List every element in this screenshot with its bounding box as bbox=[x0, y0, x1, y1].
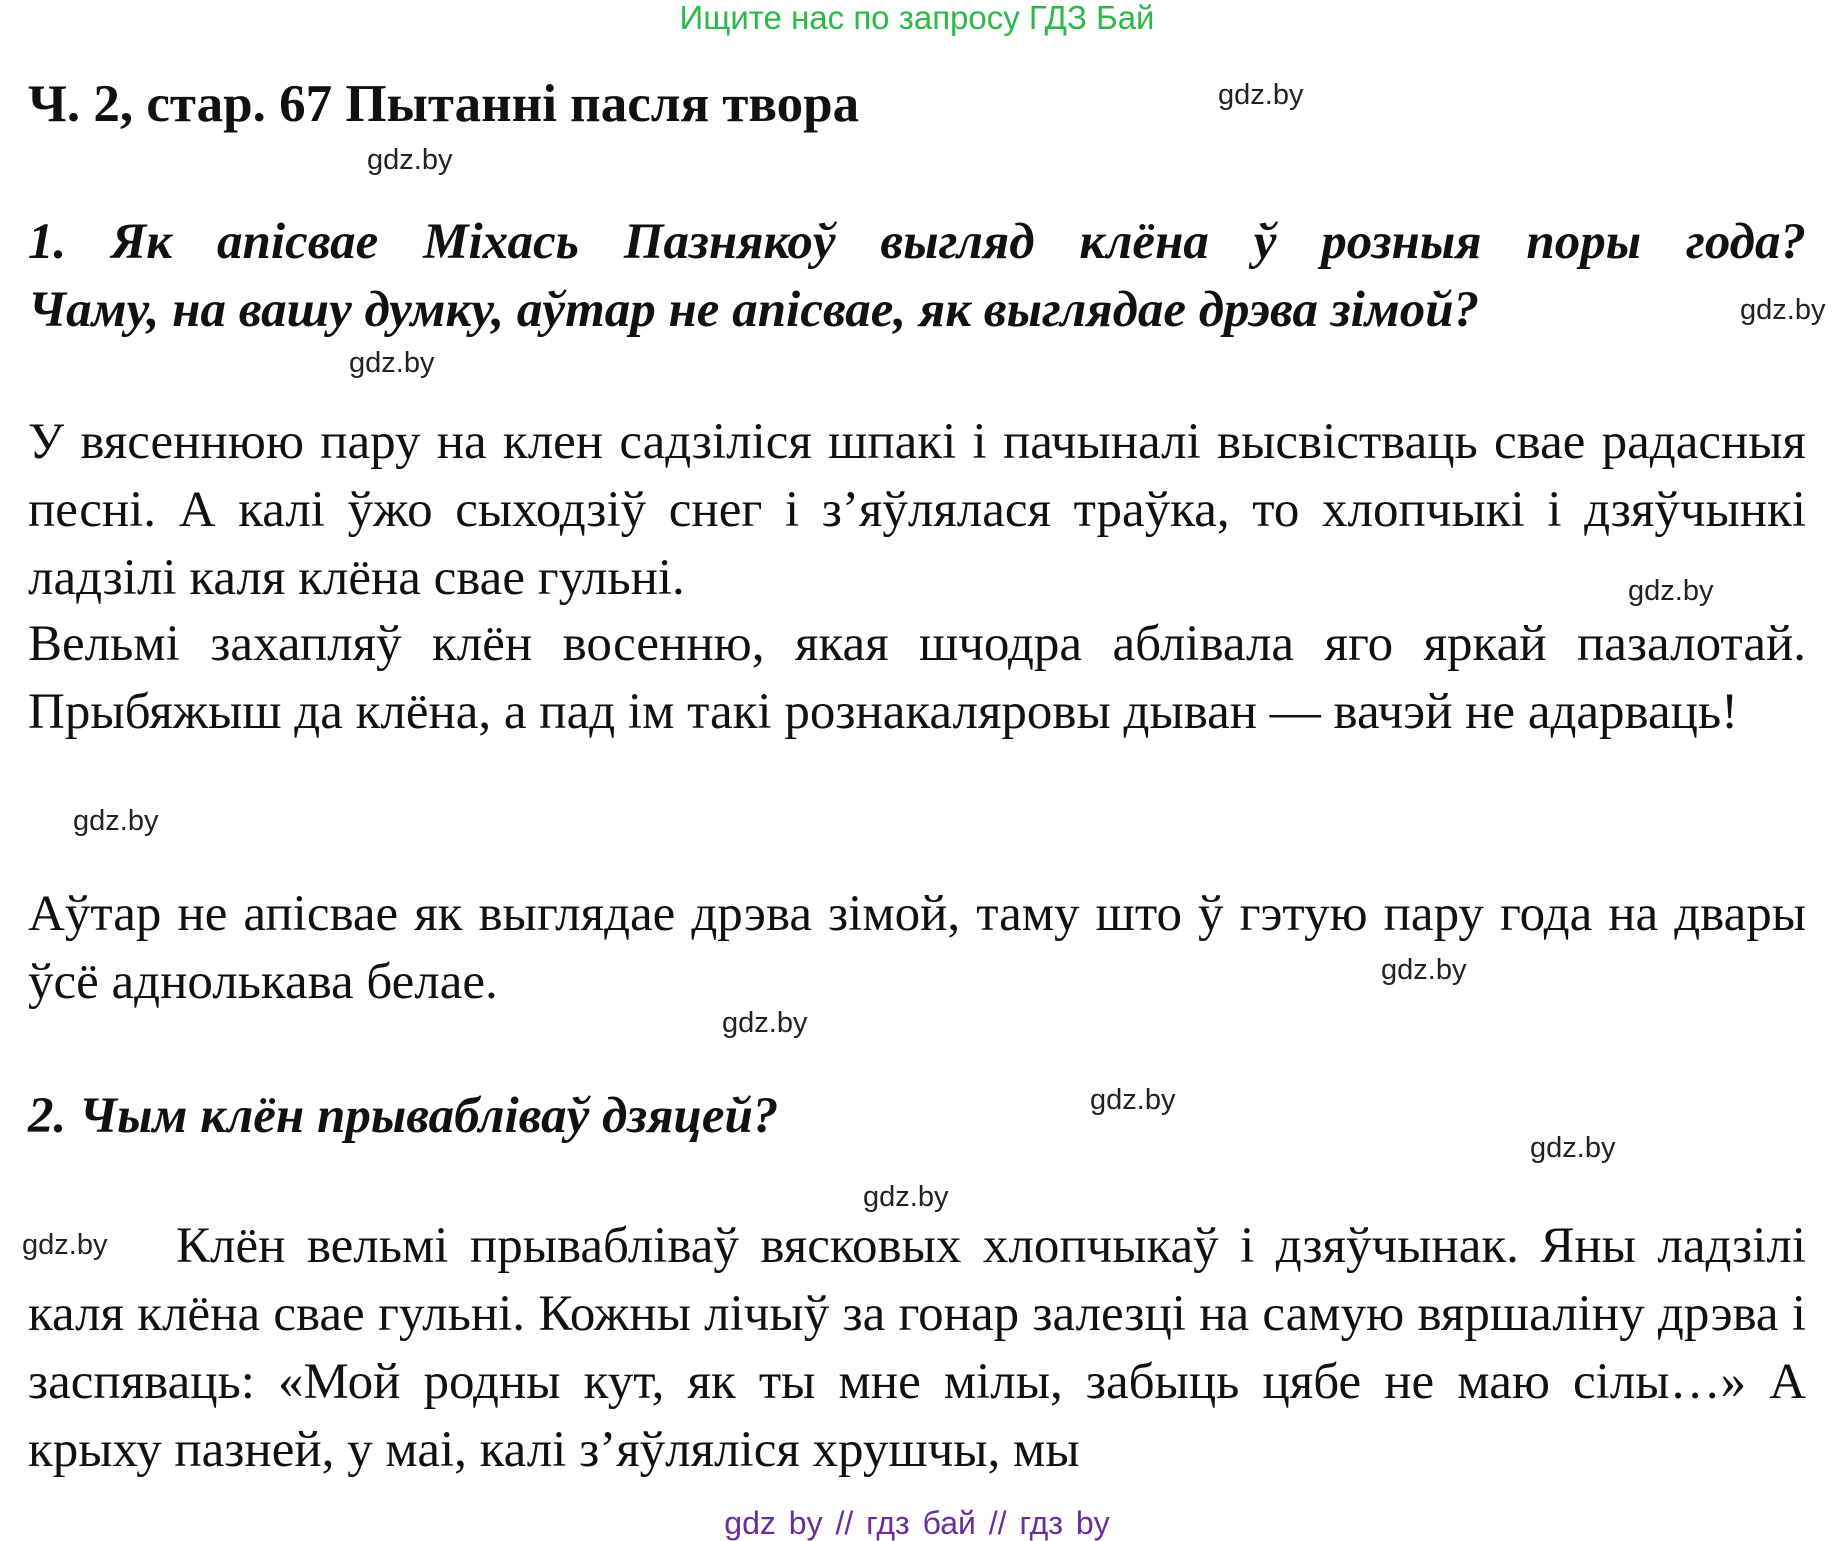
watermark: gdz.by bbox=[1530, 1132, 1616, 1164]
answer-2-paragraph-1: Клён вельмі прывабліваў вясковых хлопчыкаў і дзяўчынак. Яны ладзілі каля клёна свае гульні. Кожны лічыў за гонар залезці на самую вяршаліну дрэва і заспяваць: «Мой родны кут, як ты мне мілы, забыць цябе не маю сілы…» А крыху пазней, у маі, калі з’яўляліся хрушчы, мы bbox=[28, 1218, 1806, 1478]
question-1-line-2: Чаму, на вашу думку, аўтар не апісвае, як выглядае дрэва зімой? bbox=[28, 282, 1480, 338]
watermark: gdz.by bbox=[349, 347, 435, 379]
answer-1-paragraph-1: У вясеннюю пару на клен садзіліся шпакі і пачыналі высвістваць свае радасныя песні. А калі ўжо сыходзіў снег і з’яўлялася траўка, то хлопчыкі і дзяўчынкі ладзілі каля клёна свае гульні. bbox=[28, 414, 1806, 606]
watermark: gdz.by bbox=[367, 144, 453, 176]
watermark: gdz.by bbox=[1628, 575, 1714, 607]
answer-1-paragraph-2: Вельмі захапляў клён восенню, якая шчодра аблівала яго яркай пазалотай. Прыбяжыш да клёна, а пад ім такі рознакаляровы дыван — вачэй не адарваць! bbox=[28, 616, 1806, 740]
watermark: gdz.by bbox=[1218, 79, 1304, 111]
watermark: gdz.by bbox=[73, 805, 159, 837]
watermark: gdz.by bbox=[22, 1229, 108, 1261]
page-title: Ч. 2, стар. 67 Пытанні пасля твора bbox=[28, 75, 860, 133]
watermark: gdz.by bbox=[863, 1181, 949, 1213]
answer-1-paragraph-3: Аўтар не апісвае як выглядае дрэва зімой, таму што ў гэтую пару года на двары ўсё аднолькава белае. bbox=[28, 886, 1806, 1010]
watermark: gdz.by bbox=[1381, 954, 1467, 986]
question-2: 2. Чым клён прывабліваў дзяцей? bbox=[28, 1088, 779, 1144]
bottom-banner: gdz by // гдз бай // гдз by bbox=[724, 1505, 1110, 1541]
watermark: gdz.by bbox=[1740, 294, 1826, 326]
question-1 bbox=[28, 208, 1806, 344]
watermark: gdz.by bbox=[1090, 1084, 1176, 1116]
watermark: gdz.by bbox=[722, 1007, 808, 1039]
question-1-line-1: 1. Як апісвае Міхась Пазнякоў выгляд клёна ў розныя поры года? bbox=[28, 214, 1806, 270]
top-banner: Ищите нас по запросу ГДЗ Бай bbox=[679, 0, 1155, 36]
